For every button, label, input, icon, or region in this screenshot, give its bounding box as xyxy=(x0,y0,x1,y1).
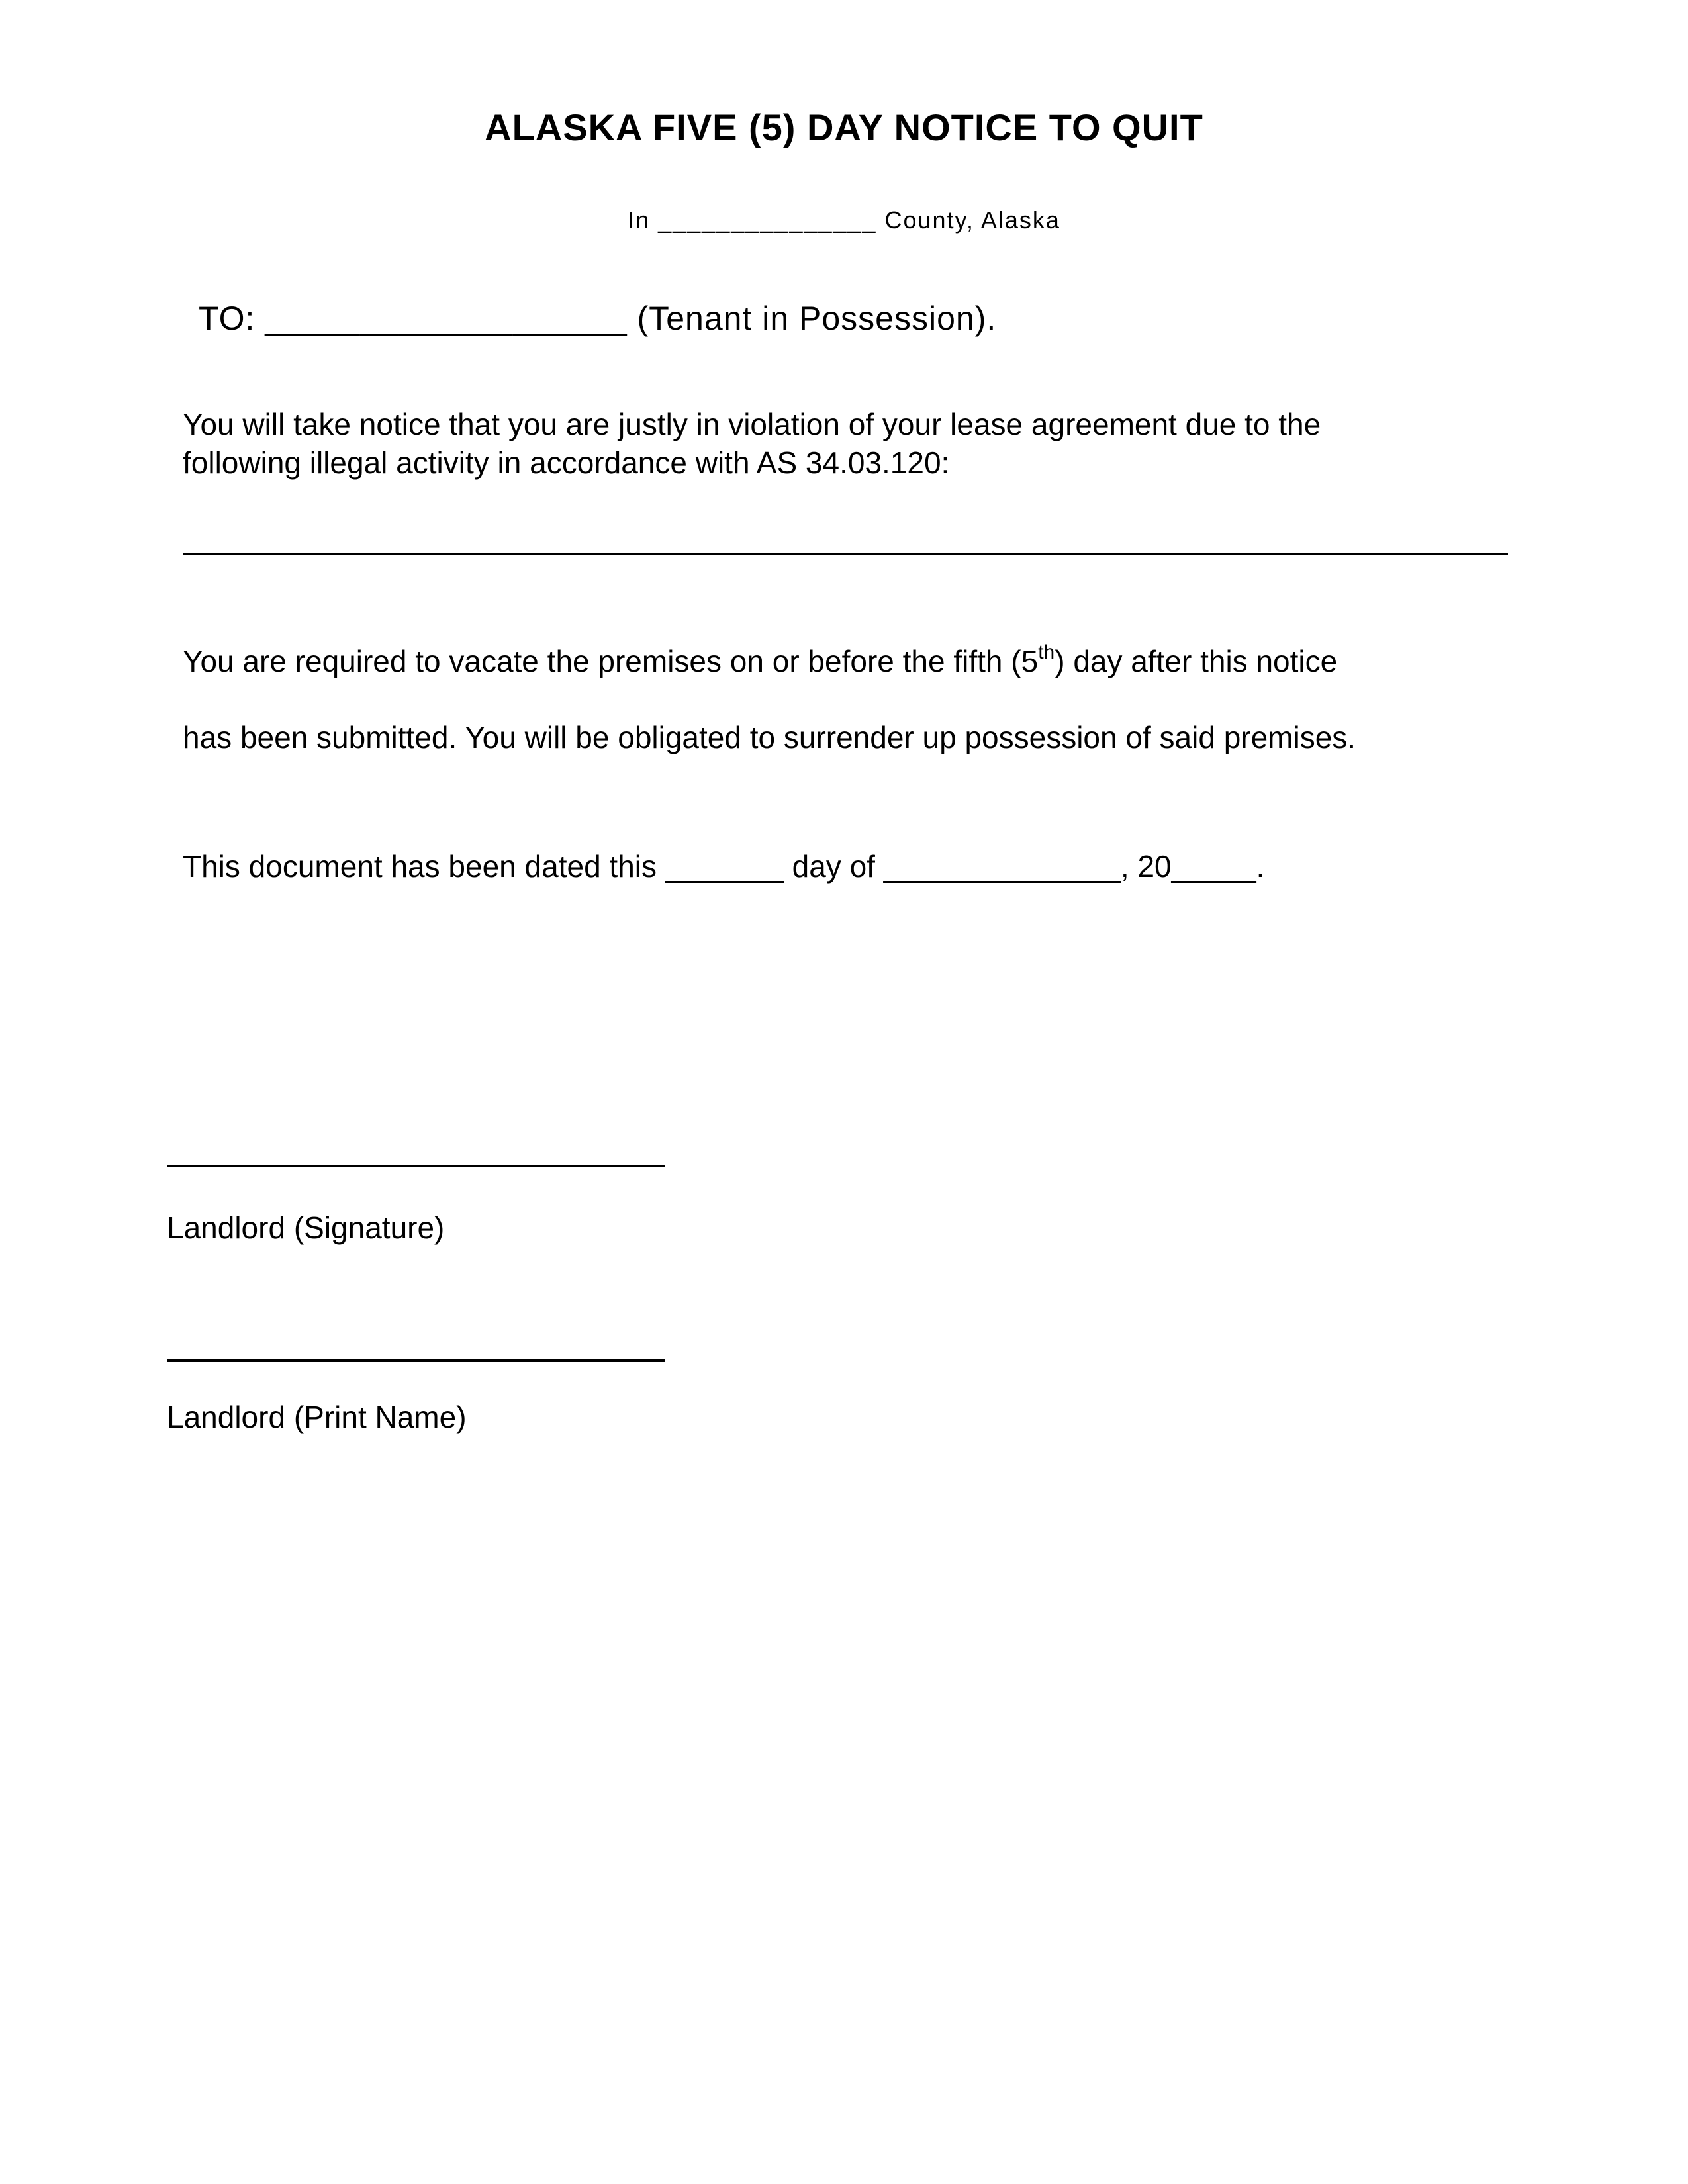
county-line: In _______________ County, Alaska xyxy=(628,206,1060,234)
landlord-print-name-label: Landlord (Print Name) xyxy=(167,1400,467,1434)
document-title: ALASKA FIVE (5) DAY NOTICE TO QUIT xyxy=(485,107,1203,148)
print-name-line xyxy=(167,1359,665,1362)
violation-notice-line-2: following illegal activity in accordance with AS 34.03.120: xyxy=(183,445,950,480)
vacate-text-after: ) day after this notice xyxy=(1055,644,1338,678)
dated-line: This document has been dated this _______ day of ______________, 20_____. xyxy=(183,849,1265,884)
ordinal-superscript: th xyxy=(1038,641,1055,663)
vacate-text-before: You are required to vacate the premises on or before the fifth (5 xyxy=(183,644,1039,678)
violation-notice-paragraph xyxy=(183,405,1321,482)
illegal-activity-blank-line xyxy=(183,553,1508,555)
signature-line xyxy=(167,1165,665,1167)
vacate-paragraph-line-1 xyxy=(183,642,1337,685)
landlord-signature-label: Landlord (Signature) xyxy=(167,1210,445,1245)
tenant-to-line: TO: ___________________ (Tenant in Possession). xyxy=(199,300,997,337)
vacate-paragraph-line-2: has been submitted. You will be obligated to surrender up possession of said premises. xyxy=(183,720,1356,754)
violation-notice-line-1: You will take notice that you are justly in violation of your lease agreement due to the xyxy=(183,407,1321,441)
